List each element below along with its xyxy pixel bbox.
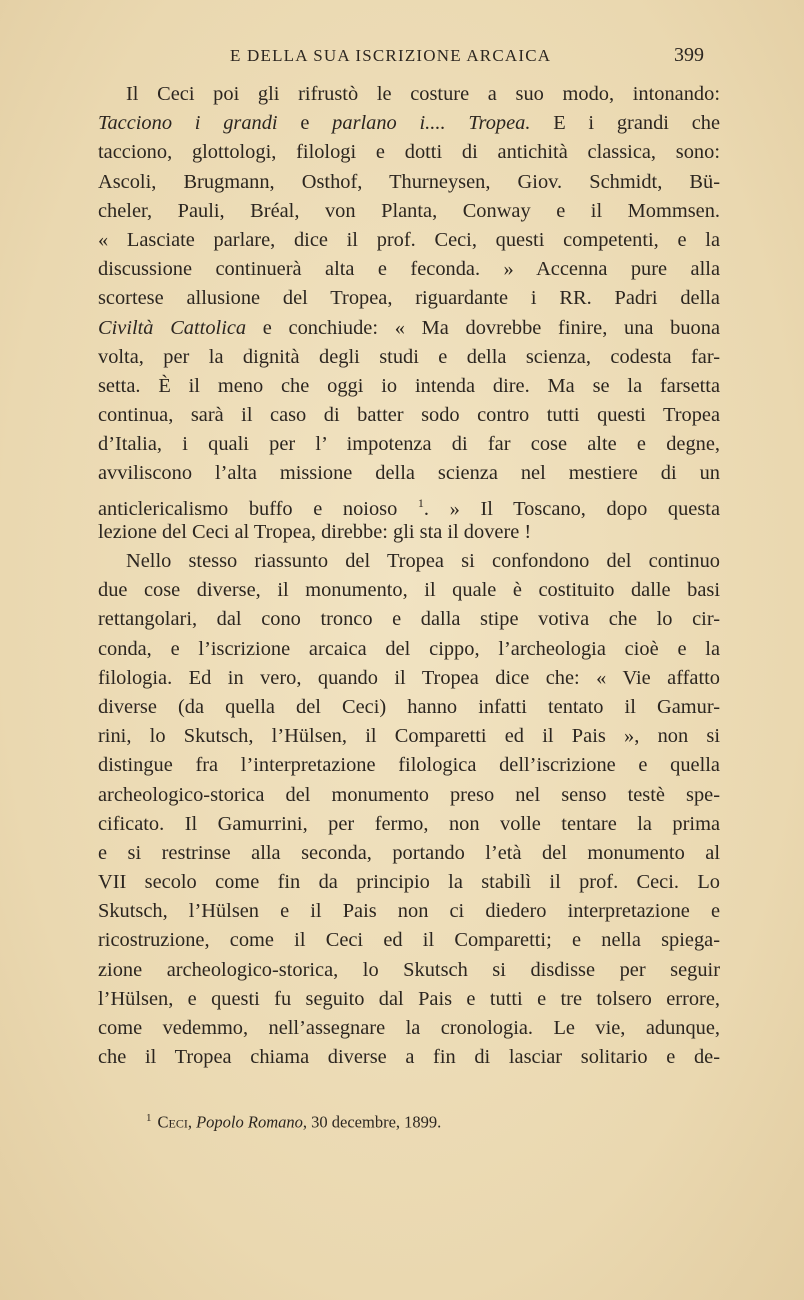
text-line: cheler, Pauli, Bréal, von Planta, Conway e il Mommsen.: [98, 199, 720, 222]
running-head: E DELLA SUA ISCRIZIONE ARCAICA: [230, 46, 552, 65]
body-text: [98, 80, 720, 1072]
text-line: [98, 109, 720, 138]
text-segment: anticlericalismo buffo e noioso: [98, 497, 418, 520]
text-segment: e conchiude: « Ma dovrebbe finire, una buona: [246, 316, 720, 339]
text-line: cificato. Il Gamurrini, per fermo, non volle tentare la prima: [98, 812, 720, 835]
text-segment: e: [277, 112, 333, 135]
italic-phrase: parlano i.... Tropea.: [332, 112, 531, 135]
text-segment: E i grandi che: [530, 112, 720, 135]
text-line: rettangolari, dal cono tronco e dalla stipe votiva che lo cir-: [98, 608, 720, 631]
text-line: [98, 489, 720, 518]
text-line: l’Hülsen, e questi fu seguito dal Pais e tutti e tre tolsero errore,: [98, 987, 720, 1010]
footnote-details: , 30 decembre, 1899.: [302, 1112, 442, 1132]
page-number: 399: [674, 44, 704, 66]
footnote-work: Popolo Romano: [196, 1112, 303, 1132]
footnote-reference: 1: [417, 495, 424, 510]
page-header: [0, 44, 804, 74]
text-line: setta. È il meno che oggi io intenda dire. Ma se la farsetta: [98, 374, 720, 397]
text-segment: . » Il Toscano, dopo questa: [423, 497, 721, 520]
text-line: scortese allusione del Tropea, riguardante i RR. Padri della: [98, 287, 720, 310]
text-line: d’Italia, i quali per l’ impotenza di far cose alte e degne,: [98, 433, 720, 456]
text-line: Ascoli, Brugmann, Osthof, Thurneysen, Giov. Schmidt, Bü-: [98, 170, 720, 193]
text-line: zione archeologico-storica, lo Skutsch si disdisse per seguir: [98, 958, 720, 981]
text-line: che il Tropea chiama diverse a fin di lasciar solitario e de-: [98, 1046, 720, 1069]
text-line: VII secolo come fin da principio la stabilì il prof. Ceci. Lo: [98, 871, 720, 894]
text-line: Nello stesso riassunto del Tropea si confondono del continuo: [126, 550, 720, 572]
text-line: rini, lo Skutsch, l’Hülsen, il Comparetti ed il Pais », non si: [98, 725, 720, 748]
italic-title: Civiltà Cattolica: [98, 316, 247, 339]
text-line: archeologico-storica del monumento preso nel senso testè spe-: [98, 783, 720, 806]
text-line: due cose diverse, il monumento, il quale è costituito dalle basi: [98, 579, 720, 602]
text-line: Il Ceci poi gli rifrustò le costure a suo modo, intonando:: [126, 83, 720, 105]
text-line: e si restrinse alla seconda, portando l’età del monumento al: [98, 841, 720, 864]
text-line: discussione continuerà alta e feconda. » Accenna pure alla: [98, 258, 720, 281]
footnote-mark: 1: [146, 1112, 152, 1124]
text-line: « Lasciate parlare, dice il prof. Ceci, questi competenti, e la: [98, 228, 720, 251]
text-line: continua, sarà il caso di batter sodo contro tutti questi Tropea: [98, 404, 720, 427]
text-line: [98, 314, 720, 343]
text-line: conda, e l’iscrizione arcaica del cippo, l’archeologia cioè e la: [98, 637, 720, 660]
text-line: ricostruzione, come il Ceci ed il Comparetti; e nella spiega-: [98, 929, 720, 952]
footnote-separator: ,: [187, 1112, 197, 1132]
text-line: Skutsch, l’Hülsen e il Pais non ci diedero interpretazione e: [98, 900, 720, 923]
text-line: diverse (da quella del Ceci) hanno infatti tentato il Gamur-: [98, 695, 720, 718]
text-line: distingue fra l’interpretazione filologica dell’iscrizione e quella: [98, 754, 720, 777]
footnote-author: Ceci: [157, 1112, 188, 1132]
text-line: lezione del Ceci al Tropea, direbbe: gli sta il dovere !: [98, 520, 532, 543]
text-line: avviliscono l’alta missione della scienza nel mestiere di un: [98, 462, 720, 485]
text-line: volta, per la dignità degli studi e della scienza, codesta far-: [98, 345, 720, 368]
footnote: [146, 1112, 441, 1133]
text-line: tacciono, glottologi, filologi e dotti di antichità classica, sono:: [98, 141, 720, 164]
text-line: come vedemmo, nell’assegnare la cronologia. Le vie, adunque,: [98, 1017, 720, 1039]
italic-phrase: Tacciono i grandi: [98, 112, 278, 135]
text-line: filologia. Ed in vero, quando il Tropea dice che: « Vie affatto: [98, 666, 720, 689]
